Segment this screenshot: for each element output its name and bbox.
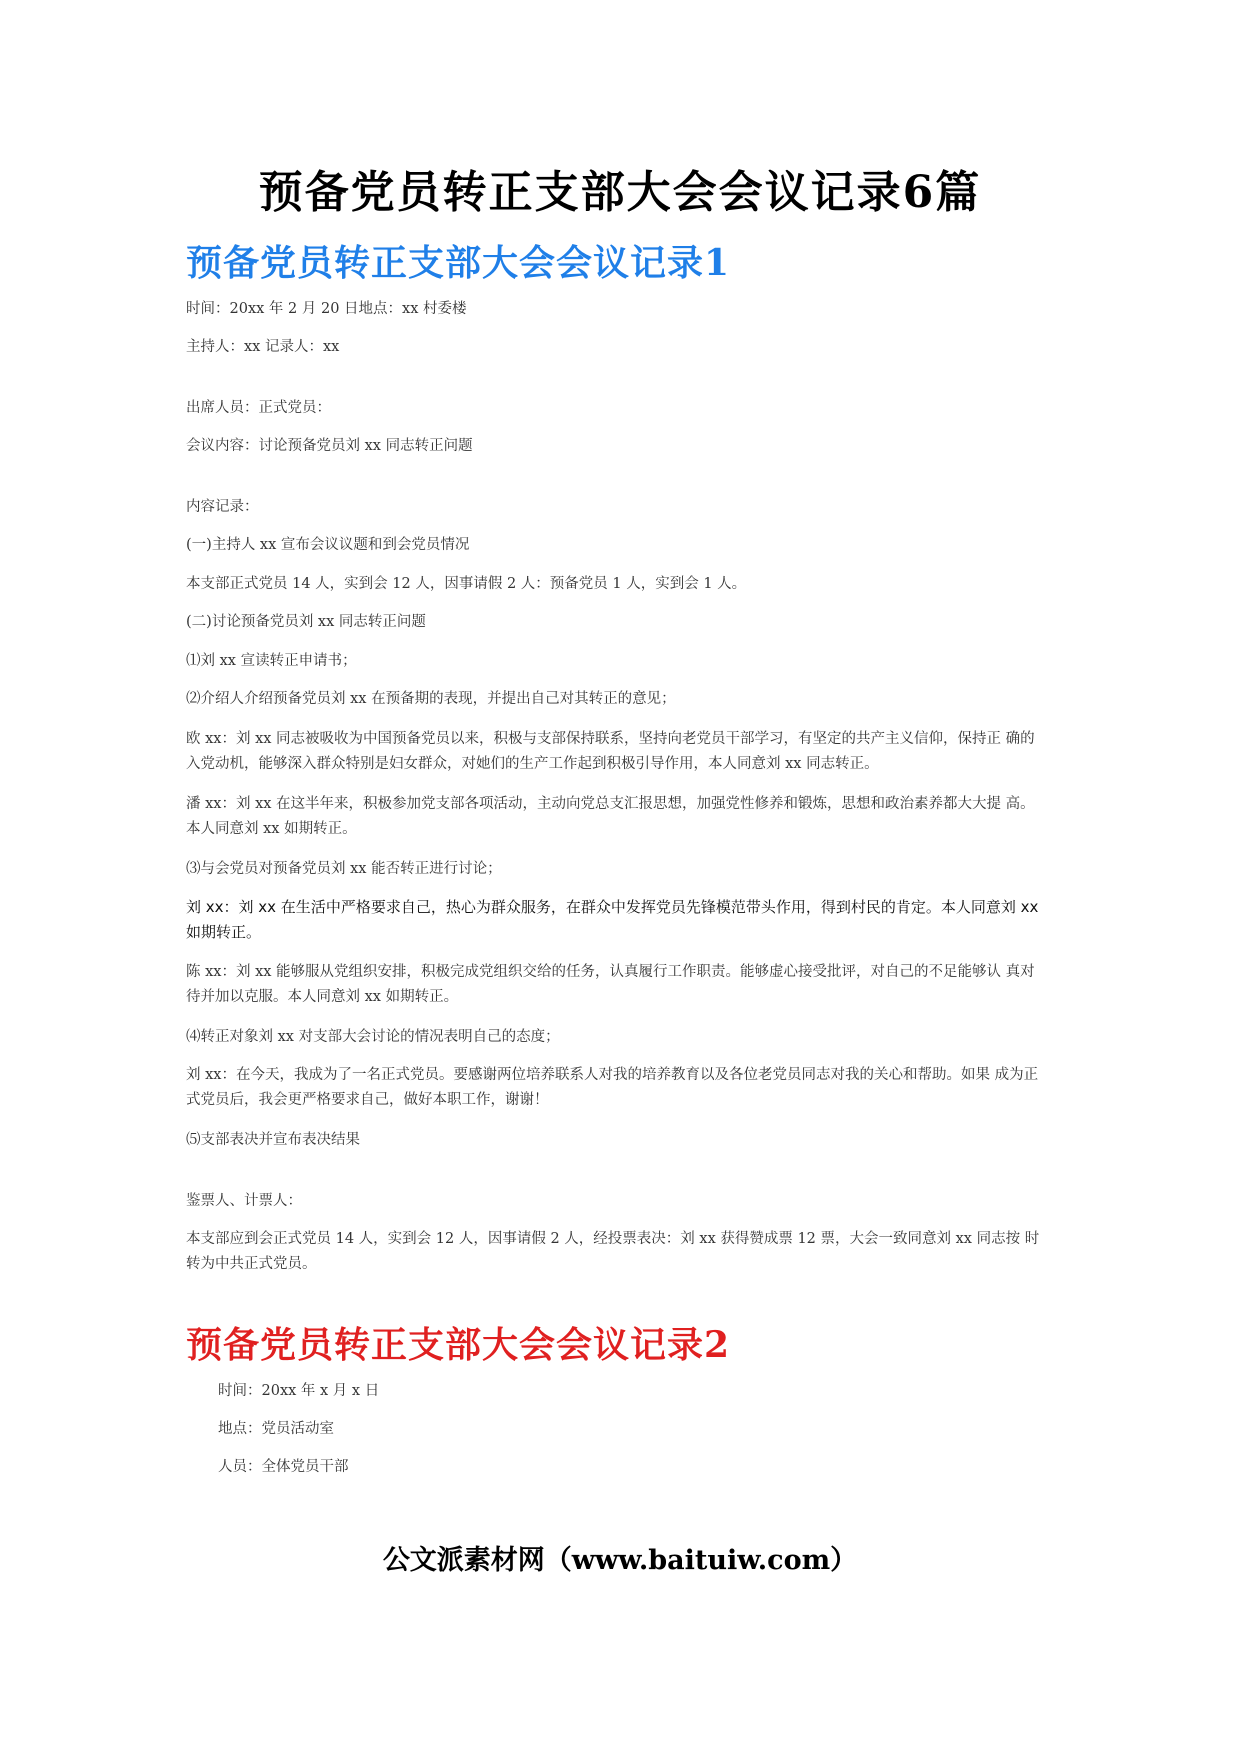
- paragraph: 鉴票人、计票人：: [186, 1193, 302, 1209]
- document-title: 预备党员转正支部大会会议记录6篇: [258, 167, 982, 218]
- paragraph: 本支部正式党员 14 人，实到会 12 人，因事请假 2 人：预备党员 1 人，实到会 1 人。: [186, 576, 747, 592]
- paragraph: ⑶与会党员对预备党员刘 xx 能否转正进行讨论；: [186, 861, 502, 877]
- paragraph: 会议内容：讨论预备党员刘 xx 同志转正问题: [186, 438, 473, 454]
- paragraph: 人员：全体党员干部: [218, 1459, 349, 1475]
- paragraph: 出席人员：正式党员：: [186, 400, 331, 416]
- paragraph: ⑴刘 xx 宣读转正申请书；: [186, 653, 357, 669]
- paragraph: 欧 xx：刘 xx 同志被吸收为中国预备党员以来，积极与支部保持联系，坚持向老党员干部学习，有坚定的共产主义信仰，保持正 确的入党动机，能够深入群众特别是妇女群众，对她们的生产工作起到积极引导作用，本人同意刘 xx 同志转正。: [186, 731, 1035, 772]
- paragraph: ⑷转正对象刘 xx 对支部大会讨论的情况表明自己的态度；: [186, 1029, 560, 1045]
- footer-source: 公文派素材网（www.baituiw.com）: [382, 1545, 858, 1576]
- paragraph: 时间：20xx 年 2 月 20 日地点：xx 村委楼: [186, 301, 467, 317]
- paragraph: 地点：党员活动室: [218, 1421, 334, 1437]
- paragraph: 陈 xx：刘 xx 能够服从党组织安排，积极完成党组织交给的任务，认真履行工作职责。能够虚心接受批评，对自己的不足能够认 真对待并加以克服。本人同意刘 xx 如期转正。: [186, 964, 1035, 1005]
- paragraph: 内容记录：: [186, 499, 259, 515]
- paragraph: 时间：20xx 年 x 月 x 日: [218, 1383, 380, 1399]
- paragraph: 潘 xx：刘 xx 在这半年来，积极参加党支部各项活动，主动向党总支汇报思想，加强党性修养和锻炼，思想和政治素养都大大提 高。本人同意刘 xx 如期转正。: [186, 796, 1035, 837]
- paragraph: ⑵介绍人介绍预备党员刘 xx 在预备期的表现，并提出自己对其转正的意见；: [186, 691, 676, 707]
- paragraph: 刘 xx：刘 xx 在生活中严格要求自己，热心为群众服务，在群众中发挥党员先锋模范带头作用，得到村民的肯定。本人同意刘 xx 如期转正。: [186, 898, 1039, 941]
- paragraph: (一)主持人 xx 宣布会议议题和到会党员情况: [186, 537, 470, 553]
- section-2-heading: 预备党员转正支部大会会议记录2: [186, 1324, 731, 1366]
- paragraph: 刘 xx：在今天，我成为了一名正式党员。要感谢两位培养联系人对我的培养教育以及各位老党员同志对我的关心和帮助。如果 成为正式党员后，我会更严格要求自己，做好本职工作，谢谢！: [186, 1067, 1039, 1108]
- section-1-heading: 预备党员转正支部大会会议记录1: [186, 242, 731, 284]
- paragraph: 本支部应到会正式党员 14 人，实到会 12 人，因事请假 2 人，经投票表决：刘 xx 获得赞成票 12 票，大会一致同意刘 xx 同志按 时转为中共正式党员。: [186, 1231, 1040, 1272]
- paragraph: 主持人：xx 记录人：xx: [186, 339, 340, 355]
- paragraph: ⑸支部表决并宣布表决结果: [186, 1132, 360, 1148]
- paragraph: (二)讨论预备党员刘 xx 同志转正问题: [186, 614, 426, 630]
